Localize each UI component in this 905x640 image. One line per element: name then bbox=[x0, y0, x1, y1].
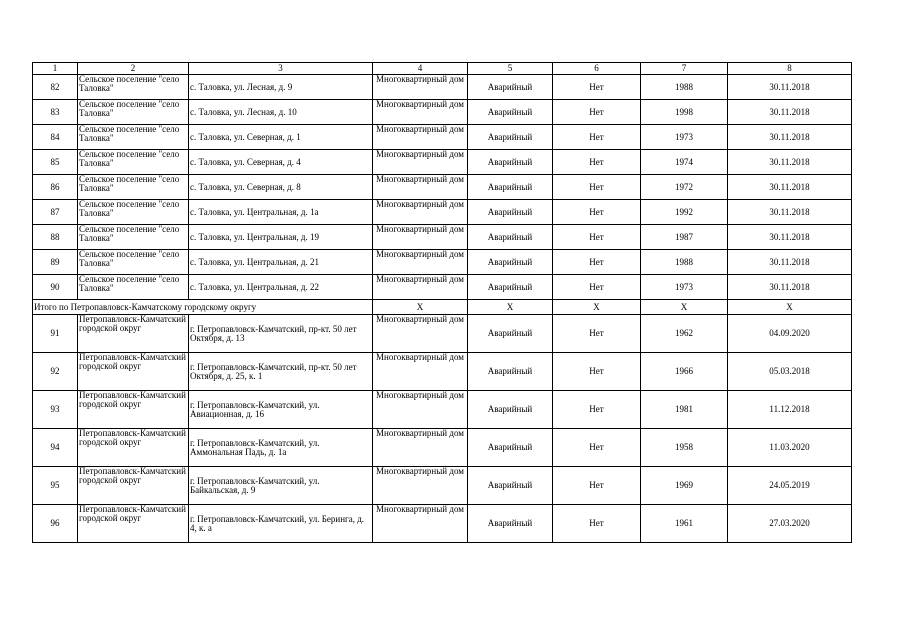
column-number: 2 bbox=[78, 63, 189, 75]
table-row bbox=[33, 250, 852, 275]
flag-cell: Нет bbox=[553, 391, 641, 429]
date-cell: 27.03.2020 bbox=[728, 505, 852, 543]
flag-cell: Нет bbox=[553, 200, 641, 225]
year-cell: 1981 bbox=[641, 391, 728, 429]
total-mark: X bbox=[641, 300, 728, 315]
table-row bbox=[33, 353, 852, 391]
year-cell: 1973 bbox=[641, 125, 728, 150]
building-type-cell: Многоквартирный дом bbox=[373, 225, 468, 250]
row-number: 96 bbox=[33, 505, 78, 543]
date-cell: 11.12.2018 bbox=[728, 391, 852, 429]
condition-cell: Аварийный bbox=[468, 175, 553, 200]
year-cell: 1972 bbox=[641, 175, 728, 200]
row-number: 88 bbox=[33, 225, 78, 250]
settlement-cell: Сельское поселение "село Таловка" bbox=[78, 200, 189, 225]
flag-cell: Нет bbox=[553, 505, 641, 543]
row-number: 95 bbox=[33, 467, 78, 505]
total-row bbox=[33, 300, 852, 315]
table-row bbox=[33, 429, 852, 467]
building-type-cell: Многоквартирный дом bbox=[373, 150, 468, 175]
settlement-cell: Сельское поселение "село Таловка" bbox=[78, 125, 189, 150]
building-type-cell: Многоквартирный дом bbox=[373, 429, 468, 467]
row-number: 91 bbox=[33, 315, 78, 353]
column-number: 6 bbox=[553, 63, 641, 75]
settlement-cell: Петропавловск-Камчатский городской округ bbox=[78, 315, 189, 353]
flag-cell: Нет bbox=[553, 275, 641, 300]
condition-cell: Аварийный bbox=[468, 150, 553, 175]
address-cell: с. Таловка, ул. Лесная, д. 10 bbox=[189, 100, 373, 125]
building-type-cell: Многоквартирный дом bbox=[373, 125, 468, 150]
condition-cell: Аварийный bbox=[468, 125, 553, 150]
date-cell: 30.11.2018 bbox=[728, 225, 852, 250]
date-cell: 24.05.2019 bbox=[728, 467, 852, 505]
column-number-row bbox=[33, 63, 852, 75]
row-number: 94 bbox=[33, 429, 78, 467]
year-cell: 1958 bbox=[641, 429, 728, 467]
table-row bbox=[33, 150, 852, 175]
date-cell: 30.11.2018 bbox=[728, 150, 852, 175]
settlement-cell: Петропавловск-Камчатский городской округ bbox=[78, 467, 189, 505]
address-cell: г. Петропавловск-Камчатский, ул. Беринга, д. 4, к. а bbox=[189, 505, 373, 543]
settlement-cell: Петропавловск-Камчатский городской округ bbox=[78, 353, 189, 391]
row-number: 84 bbox=[33, 125, 78, 150]
settlement-cell: Сельское поселение "село Таловка" bbox=[78, 75, 189, 100]
condition-cell: Аварийный bbox=[468, 391, 553, 429]
date-cell: 30.11.2018 bbox=[728, 175, 852, 200]
year-cell: 1992 bbox=[641, 200, 728, 225]
date-cell: 30.11.2018 bbox=[728, 275, 852, 300]
building-type-cell: Многоквартирный дом bbox=[373, 200, 468, 225]
column-number: 7 bbox=[641, 63, 728, 75]
row-number: 90 bbox=[33, 275, 78, 300]
date-cell: 30.11.2018 bbox=[728, 250, 852, 275]
date-cell: 05.03.2018 bbox=[728, 353, 852, 391]
address-cell: г. Петропавловск-Камчатский, пр-кт. 50 лет Октября, д. 25, к. 1 bbox=[189, 353, 373, 391]
row-number: 85 bbox=[33, 150, 78, 175]
flag-cell: Нет bbox=[553, 225, 641, 250]
address-cell: с. Таловка, ул. Центральная, д. 21 bbox=[189, 250, 373, 275]
table-row bbox=[33, 315, 852, 353]
flag-cell: Нет bbox=[553, 250, 641, 275]
year-cell: 1969 bbox=[641, 467, 728, 505]
settlement-cell: Петропавловск-Камчатский городской округ bbox=[78, 391, 189, 429]
total-mark: X bbox=[468, 300, 553, 315]
condition-cell: Аварийный bbox=[468, 250, 553, 275]
address-cell: г. Петропавловск-Камчатский, ул. Авиационная, д. 16 bbox=[189, 391, 373, 429]
table-row bbox=[33, 467, 852, 505]
building-type-cell: Многоквартирный дом bbox=[373, 275, 468, 300]
housing-table bbox=[32, 62, 852, 543]
settlement-cell: Сельское поселение "село Таловка" bbox=[78, 225, 189, 250]
address-cell: с. Таловка, ул. Северная, д. 1 bbox=[189, 125, 373, 150]
settlement-cell: Сельское поселение "село Таловка" bbox=[78, 250, 189, 275]
year-cell: 1966 bbox=[641, 353, 728, 391]
flag-cell: Нет bbox=[553, 150, 641, 175]
total-mark: X bbox=[553, 300, 641, 315]
address-cell: с. Таловка, ул. Северная, д. 8 bbox=[189, 175, 373, 200]
building-type-cell: Многоквартирный дом bbox=[373, 250, 468, 275]
table-row bbox=[33, 225, 852, 250]
flag-cell: Нет bbox=[553, 125, 641, 150]
building-type-cell: Многоквартирный дом bbox=[373, 353, 468, 391]
condition-cell: Аварийный bbox=[468, 429, 553, 467]
settlement-cell: Петропавловск-Камчатский городской округ bbox=[78, 505, 189, 543]
flag-cell: Нет bbox=[553, 100, 641, 125]
year-cell: 1987 bbox=[641, 225, 728, 250]
table-row bbox=[33, 100, 852, 125]
building-type-cell: Многоквартирный дом bbox=[373, 391, 468, 429]
row-number: 87 bbox=[33, 200, 78, 225]
table-row bbox=[33, 125, 852, 150]
condition-cell: Аварийный bbox=[468, 75, 553, 100]
condition-cell: Аварийный bbox=[468, 100, 553, 125]
year-cell: 1973 bbox=[641, 275, 728, 300]
address-cell: с. Таловка, ул. Центральная, д. 1а bbox=[189, 200, 373, 225]
flag-cell: Нет bbox=[553, 467, 641, 505]
address-cell: г. Петропавловск-Камчатский, ул. Байкальская, д. 9 bbox=[189, 467, 373, 505]
date-cell: 30.11.2018 bbox=[728, 75, 852, 100]
building-type-cell: Многоквартирный дом bbox=[373, 100, 468, 125]
address-cell: с. Таловка, ул. Центральная, д. 22 bbox=[189, 275, 373, 300]
flag-cell: Нет bbox=[553, 315, 641, 353]
building-type-cell: Многоквартирный дом bbox=[373, 467, 468, 505]
row-number: 82 bbox=[33, 75, 78, 100]
table-row bbox=[33, 175, 852, 200]
flag-cell: Нет bbox=[553, 429, 641, 467]
year-cell: 1974 bbox=[641, 150, 728, 175]
year-cell: 1988 bbox=[641, 75, 728, 100]
date-cell: 04.09.2020 bbox=[728, 315, 852, 353]
building-type-cell: Многоквартирный дом bbox=[373, 505, 468, 543]
column-number: 1 bbox=[33, 63, 78, 75]
year-cell: 1962 bbox=[641, 315, 728, 353]
settlement-cell: Сельское поселение "село Таловка" bbox=[78, 100, 189, 125]
total-label: Итого по Петропавловск-Камчатскому городскому округу bbox=[33, 300, 373, 315]
table-row bbox=[33, 275, 852, 300]
date-cell: 30.11.2018 bbox=[728, 200, 852, 225]
table-row bbox=[33, 75, 852, 100]
address-cell: г. Петропавловск-Камчатский, пр-кт. 50 лет Октября, д. 13 bbox=[189, 315, 373, 353]
row-number: 89 bbox=[33, 250, 78, 275]
building-type-cell: Многоквартирный дом bbox=[373, 75, 468, 100]
settlement-cell: Сельское поселение "село Таловка" bbox=[78, 150, 189, 175]
column-number: 8 bbox=[728, 63, 852, 75]
flag-cell: Нет bbox=[553, 353, 641, 391]
column-number: 4 bbox=[373, 63, 468, 75]
table-row bbox=[33, 391, 852, 429]
settlement-cell: Петропавловск-Камчатский городской округ bbox=[78, 429, 189, 467]
flag-cell: Нет bbox=[553, 175, 641, 200]
building-type-cell: Многоквартирный дом bbox=[373, 175, 468, 200]
condition-cell: Аварийный bbox=[468, 225, 553, 250]
building-type-cell: Многоквартирный дом bbox=[373, 315, 468, 353]
flag-cell: Нет bbox=[553, 75, 641, 100]
condition-cell: Аварийный bbox=[468, 467, 553, 505]
year-cell: 1998 bbox=[641, 100, 728, 125]
address-cell: с. Таловка, ул. Центральная, д. 19 bbox=[189, 225, 373, 250]
address-cell: г. Петропавловск-Камчатский, ул. Аммональная Падь, д. 1а bbox=[189, 429, 373, 467]
total-mark: X bbox=[728, 300, 852, 315]
condition-cell: Аварийный bbox=[468, 505, 553, 543]
total-mark: X bbox=[373, 300, 468, 315]
date-cell: 11.03.2020 bbox=[728, 429, 852, 467]
row-number: 93 bbox=[33, 391, 78, 429]
year-cell: 1988 bbox=[641, 250, 728, 275]
condition-cell: Аварийный bbox=[468, 353, 553, 391]
address-cell: с. Таловка, ул. Лесная, д. 9 bbox=[189, 75, 373, 100]
table-row bbox=[33, 200, 852, 225]
address-cell: с. Таловка, ул. Северная, д. 4 bbox=[189, 150, 373, 175]
row-number: 92 bbox=[33, 353, 78, 391]
date-cell: 30.11.2018 bbox=[728, 125, 852, 150]
column-number: 3 bbox=[189, 63, 373, 75]
settlement-cell: Сельское поселение "село Таловка" bbox=[78, 275, 189, 300]
condition-cell: Аварийный bbox=[468, 275, 553, 300]
condition-cell: Аварийный bbox=[468, 200, 553, 225]
row-number: 86 bbox=[33, 175, 78, 200]
year-cell: 1961 bbox=[641, 505, 728, 543]
date-cell: 30.11.2018 bbox=[728, 100, 852, 125]
column-number: 5 bbox=[468, 63, 553, 75]
settlement-cell: Сельское поселение "село Таловка" bbox=[78, 175, 189, 200]
row-number: 83 bbox=[33, 100, 78, 125]
table-row bbox=[33, 505, 852, 543]
condition-cell: Аварийный bbox=[468, 315, 553, 353]
